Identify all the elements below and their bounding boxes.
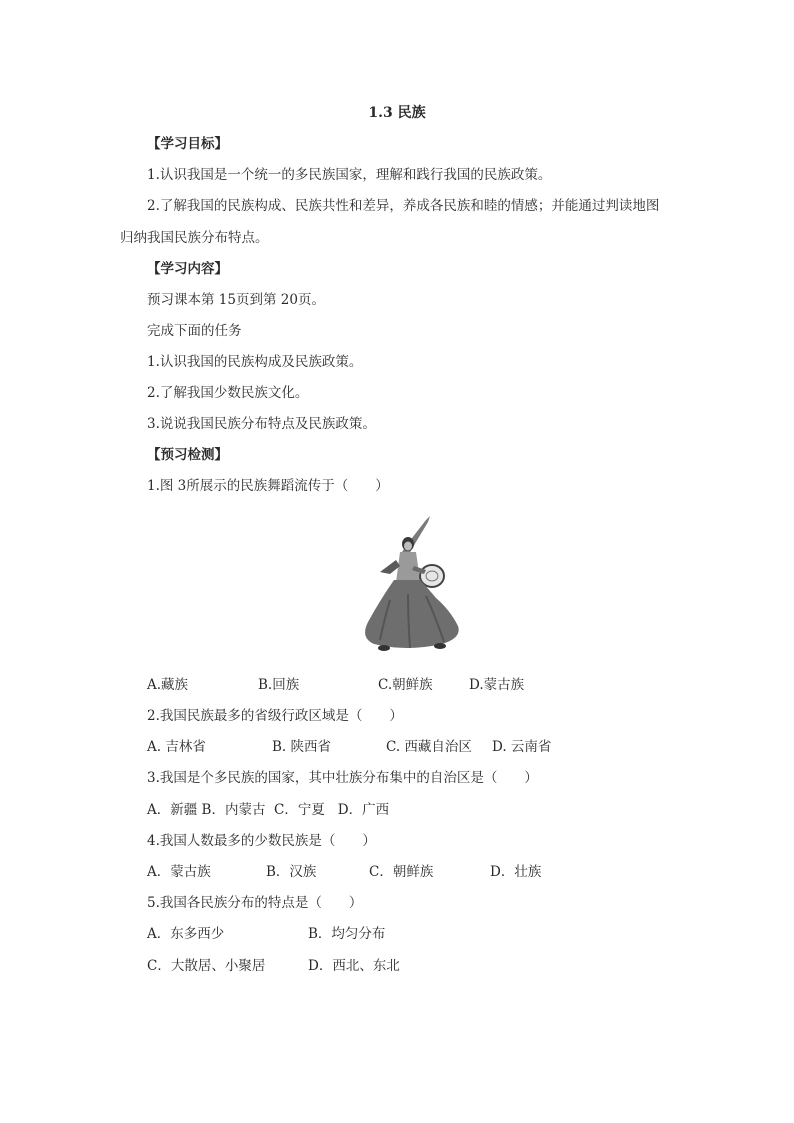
content-item-1: 预习课本第 15页到第 20页。 bbox=[147, 292, 325, 308]
q5-option-c: C．大散居、小聚居 bbox=[147, 958, 266, 974]
q1-option-a: A.藏族 bbox=[147, 677, 189, 693]
question-2-stem: 2.我国民族最多的省级行政区域是（ ） bbox=[147, 708, 403, 724]
objective-1: 1.认识我国是一个统一的多民族国家，理解和践行我国的民族政策。 bbox=[147, 167, 552, 183]
q4-option-b: B．汉族 bbox=[266, 864, 317, 880]
q2-option-b: B. 陕西省 bbox=[272, 739, 332, 755]
objective-2-line-2: 归纳我国民族分布特点。 bbox=[120, 230, 269, 246]
dancer-figure-image bbox=[350, 510, 470, 655]
q4-option-c: C．朝鲜族 bbox=[369, 864, 434, 880]
q5-option-a: A．东多西少 bbox=[147, 926, 225, 942]
dancer-illustration bbox=[350, 510, 470, 655]
q4-option-a: A．蒙古族 bbox=[147, 864, 211, 880]
content-item-2: 完成下面的任务 bbox=[147, 323, 242, 339]
q1-option-b: B.回族 bbox=[258, 677, 300, 693]
content-item-4: 2.了解我国少数民族文化。 bbox=[147, 385, 309, 401]
q4-option-d: D．壮族 bbox=[490, 864, 542, 880]
page-title: 1.3 民族 bbox=[368, 105, 426, 121]
content-item-3: 1.认识我国的民族构成及民族政策。 bbox=[147, 354, 363, 370]
q2-option-a: A. 吉林省 bbox=[147, 739, 206, 755]
objective-2-line-1: 2.了解我国的民族构成、民族共性和差异，养成各民族和睦的情感；并能通过判读地图 bbox=[147, 198, 660, 214]
check-heading: 【预习检测】 bbox=[147, 447, 228, 463]
content-item-5: 3.说说我国民族分布特点及民族政策。 bbox=[147, 416, 376, 432]
content-heading: 【学习内容】 bbox=[147, 261, 228, 277]
q1-option-c: C.朝鲜族 bbox=[378, 677, 433, 693]
q5-option-b: B．均匀分布 bbox=[308, 926, 386, 942]
q5-option-d: D．西北、东北 bbox=[308, 958, 400, 974]
q2-option-d: D. 云南省 bbox=[492, 739, 552, 755]
q1-option-d: D.蒙古族 bbox=[469, 677, 525, 693]
q2-option-c: C. 西藏自治区 bbox=[386, 739, 472, 755]
q3-options: A．新疆 B．内蒙古 C．宁夏 D．广西 bbox=[147, 802, 390, 818]
question-4-stem: 4.我国人数最多的少数民族是（ ） bbox=[147, 833, 376, 849]
objectives-heading: 【学习目标】 bbox=[147, 136, 228, 152]
question-5-stem: 5.我国各民族分布的特点是（ ） bbox=[147, 895, 363, 911]
question-3-stem: 3.我国是个多民族的国家，其中壮族分布集中的自治区是（ ） bbox=[147, 770, 538, 786]
question-1-stem: 1.图 3所展示的民族舞蹈流传于（ ） bbox=[147, 478, 389, 494]
